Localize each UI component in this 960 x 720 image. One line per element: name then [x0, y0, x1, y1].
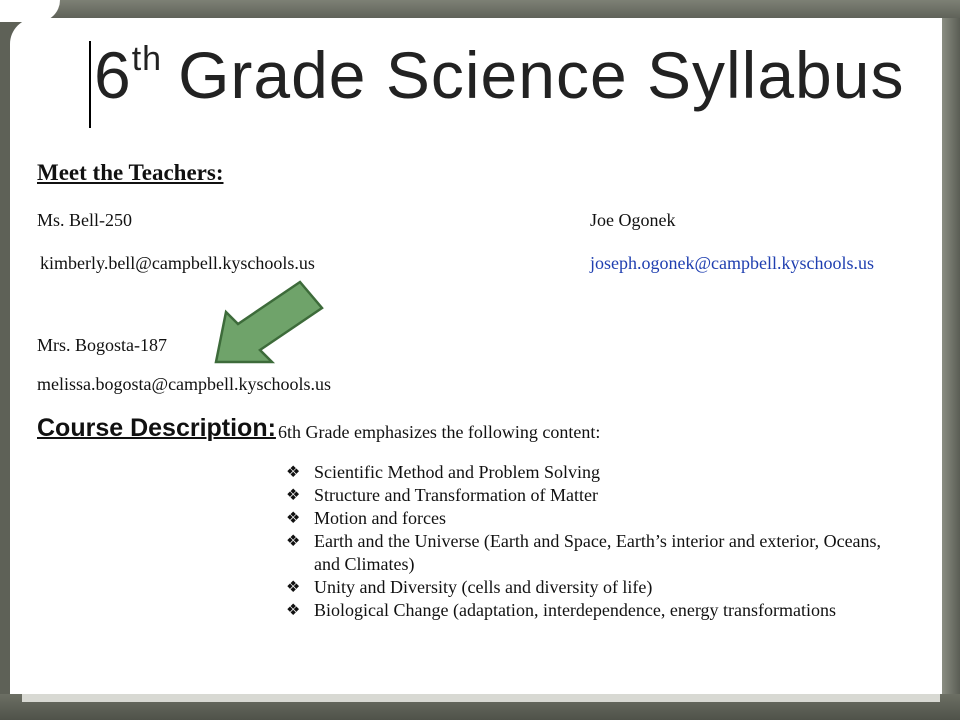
diamond-bullet-icon: ❖	[286, 533, 301, 550]
title-rule	[89, 41, 91, 128]
list-item-text: Biological Change (adaptation, interdependence, energy transformations	[314, 600, 836, 620]
teacher-bell-name: Ms. Bell-250	[37, 210, 133, 230]
diamond-bullet-icon: ❖	[286, 602, 301, 619]
course-intro: 6th Grade emphasizes the following content:	[278, 422, 601, 442]
frame-bottom	[0, 694, 960, 720]
teacher-bogosta-email: melissa.bogosta@campbell.kyschools.us	[37, 374, 332, 394]
course-heading: Course Description:	[37, 414, 276, 442]
list-item-text: Unity and Diversity (cells and diversity of life)	[314, 577, 653, 597]
list-item	[286, 576, 926, 599]
teacher-bogosta-name: Mrs. Bogosta-187	[37, 335, 167, 355]
teachers-heading: Meet the Teachers:	[37, 160, 224, 185]
teacher-ogonek-email-link[interactable]: joseph.ogonek@campbell.kyschools.us	[590, 253, 875, 273]
page-title	[94, 38, 905, 112]
list-item	[286, 599, 926, 622]
diamond-bullet-icon: ❖	[286, 464, 301, 481]
diamond-bullet-icon: ❖	[286, 579, 301, 596]
list-item	[286, 530, 904, 576]
green-arrow-icon	[212, 276, 328, 366]
title-superscript: th	[131, 40, 163, 78]
list-item-text: Structure and Transformation of Matter	[314, 485, 598, 505]
frame-bottom-bar	[22, 694, 940, 702]
course-topic-list	[286, 461, 926, 622]
diamond-bullet-icon: ❖	[286, 487, 301, 504]
list-item	[286, 484, 926, 507]
list-item-text: Scientific Method and Problem Solving	[314, 462, 600, 482]
list-item	[286, 461, 926, 484]
teacher-ogonek-name: Joe Ogonek	[590, 210, 676, 230]
list-item-text: Earth and the Universe (Earth and Space, Earth’s interior and exterior, Oceans, and Climates)	[314, 531, 882, 574]
title-number: 6	[94, 38, 132, 112]
diamond-bullet-icon: ❖	[286, 510, 301, 527]
title-main: Grade Science Syllabus	[178, 38, 905, 112]
list-item	[286, 507, 926, 530]
frame-right	[942, 18, 960, 698]
teacher-bell-email: kimberly.bell@campbell.kyschools.us	[40, 253, 315, 273]
list-item-text: Motion and forces	[314, 508, 446, 528]
